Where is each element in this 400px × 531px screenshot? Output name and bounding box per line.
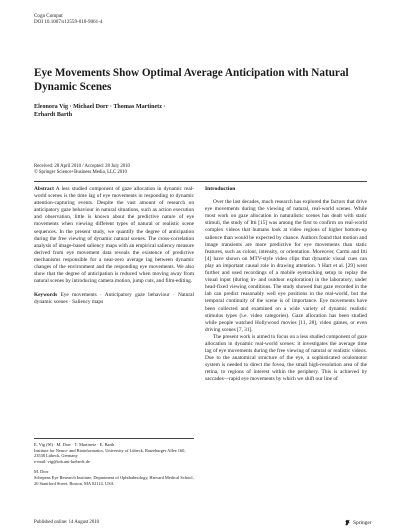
authors-line-2: Erhardt Barth: [34, 112, 73, 119]
affiliation-1-email[interactable]: e-mail: vig@inb.uni-luebeck.de: [34, 458, 90, 464]
publication-dates: [34, 164, 130, 176]
affiliation-1: [34, 442, 194, 464]
springer-horse-icon: [344, 519, 351, 526]
introduction-heading: Introduction: [205, 186, 236, 192]
affiliations: [34, 442, 194, 491]
introduction-paragraph-2: The present work is aimed to focus on a less studied component of gaze allocation in dynamic real-world scenes: it investigates the average time lag of eye movements during the free viewing of natural or realistic videos. Due to the anatomical structure of the eye, a sophisticated oculomotor system is needed to direct the fovea, the small high-resolution area of the retina, to regions of interest within the periphery. This is achieved by saccades—rapid eye movements by which we shift our line of: [205, 333, 367, 383]
received-accepted: Received: 28 April 2010 / Accepted: 28 July 2010: [34, 164, 130, 169]
affiliation-2: [34, 469, 194, 486]
affiliation-2-institute: Schepens Eye Research Institute, Department of Ophthalmology, Harvard Medical School, 20 Staniford Street, Boston, MA 02114, USA: [34, 474, 194, 486]
author-list: [34, 103, 234, 119]
affiliation-2-author: M. Dorr: [34, 469, 49, 475]
introduction-paragraph-1: Over the last decades, much research has explored the factors that drive eye movements during the viewing of natural, real-world scenes. While most work on gaze allocation in naturalistic scenes has dealt with static stimuli, the study of Itti [15] was among the first to confirm on real-world complex videos that humans look at video regions of higher bottom-up salience than would be expected by chance. Authors found that motion and image transients are more predictive for eye movements than static features, such as colour, intensity, or orientation. Moreover, Carmi and Itti [4] have shown on MTV-style video clips that dynamic visual cues can play an important causal role in drawing attention. 't Hart et al. [29] went further and used recordings of a mobile eyetracking setup to replay the visual input (during in- and outdoor exploration) in the laboratory, under head-fixed viewing conditions. The study showed that gaze recorded in the lab can predict reasonably well eye positions in the real-world, but the temporal continuity of the scene is of importance. Eye movements have been collected and examined on a wide variety of dynamic realistic stimulus types (i.e. video categories). Gaze allocation has been studied while people watched Hollywood movies [11, 28], video games, or even driving scenes [7, 31].: [205, 199, 367, 333]
keywords: [34, 292, 194, 306]
published-online: Published online: 14 August 2010: [34, 520, 100, 525]
left-column: [34, 186, 194, 307]
affiliation-1-institute: Institute for Neuro- and Bioinformatics, University of Lübeck, Ratzeburger Allee 160, 23538 Lübeck, Germany: [34, 447, 186, 459]
publisher-mark: [344, 519, 372, 526]
keywords-label: Keywords: [34, 292, 58, 299]
authors-line-1: Eleonora Vig · Michael Dorr · Thomas Martinetz ·: [34, 104, 166, 110]
abstract: [34, 186, 194, 285]
journal-doi: DOI 10.1007/s12559-010-9061-4: [34, 19, 103, 26]
right-column: [205, 186, 367, 384]
affiliation-1-authors: E. Vig (✉) · M. Dorr · T. Martinetz · E. Barth: [34, 442, 115, 447]
divider-affiliations: [34, 438, 194, 439]
keywords-text: Eye movements · Anticipatory gaze behaviour · Natural dynamic scenes · Saliency maps: [34, 292, 194, 306]
paper-title: Eye Movements Show Optimal Average Anticipation with Natural Dynamic Scenes: [34, 67, 349, 93]
journal-name: Cogn Comput: [34, 13, 63, 19]
publisher-name: Springer: [353, 519, 372, 526]
abstract-text: A less studied component of gaze allocation in dynamic real-world scenes is the time lag of eye movements in responding to dynamic attention-capturing events. Despite the vast amount of research on anticipatory gaze behaviour in natural situations, such as action execution and observation, little is known about the predictive nature of eye movements when viewing different types of natural or realistic scene sequences. In the present study, we quantify the degree of anticipation during the free viewing of dynamic natural scenes. The cross-correlation analysis of image-based saliency maps with an empirical saliency measure derived from eye movement data reveals the existence of predictive mechanisms responsible for a near-zero average lag between dynamic changes of the environment and the responding eye movements. We also show that the degree of anticipation is reduced when moving away from natural scenes by introducing camera motion, jump cuts, and film-editing.: [34, 186, 194, 285]
divider-top: [34, 181, 367, 182]
journal-header: [34, 13, 102, 26]
abstract-label: Abstract: [34, 186, 54, 192]
copyright-notice: © Springer Science+Business Media, LLC 2010: [34, 170, 127, 175]
